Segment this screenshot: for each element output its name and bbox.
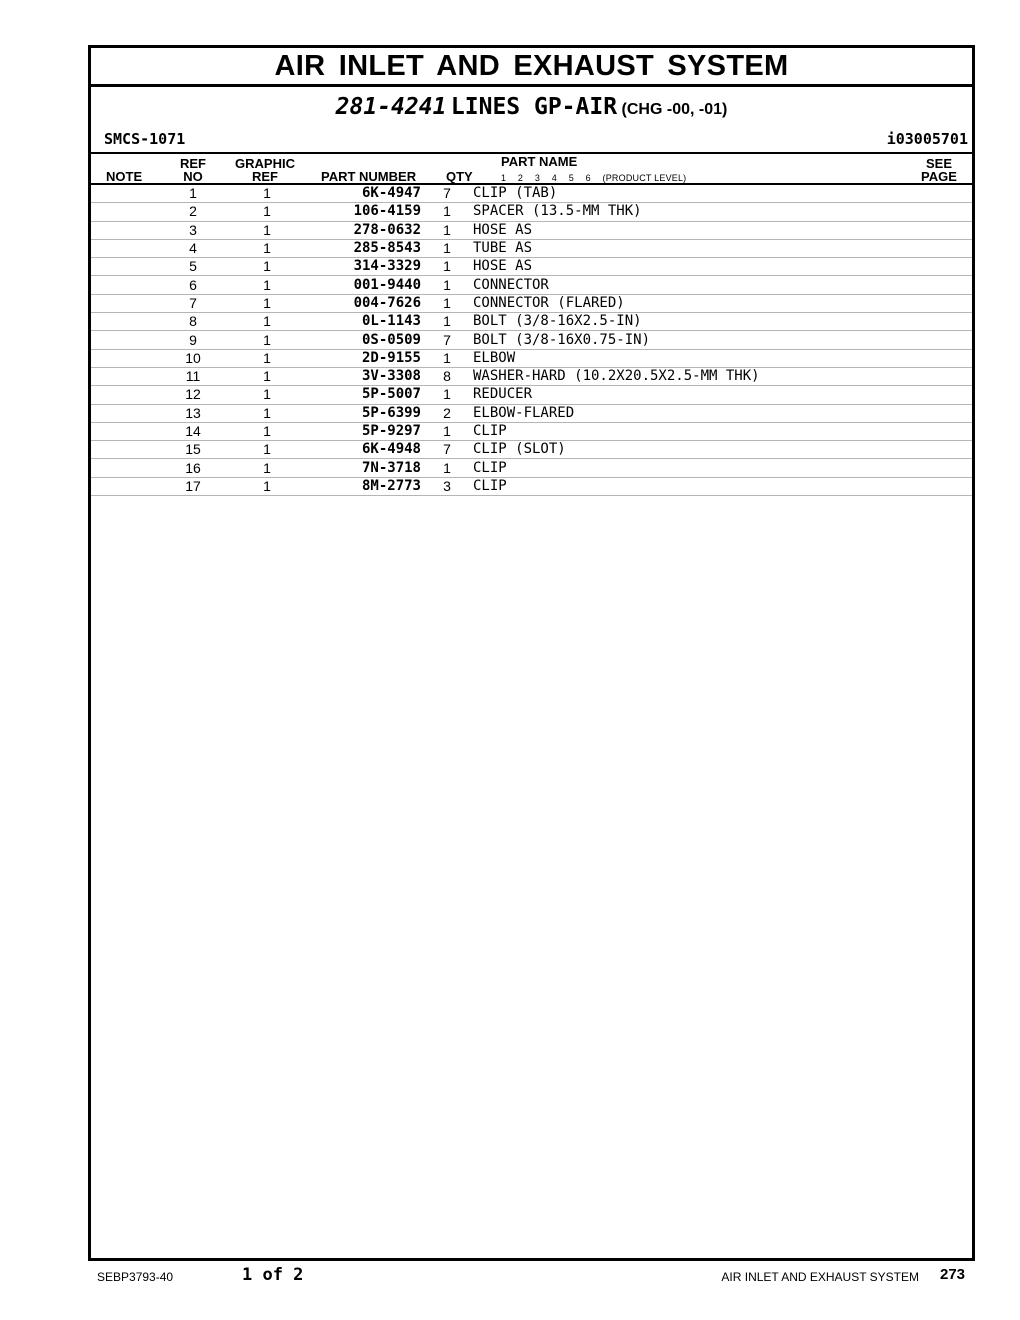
cell-qty: 1 (421, 459, 473, 477)
cell-see-page (913, 331, 972, 349)
col-ref-bottom: NO (183, 169, 203, 184)
change-note: (CHG -00, -01) (621, 101, 728, 118)
cell-qty: 1 (421, 203, 473, 221)
cell-note (91, 404, 169, 422)
cell-part-number: 7N-3718 (317, 459, 421, 477)
table-row (91, 294, 972, 312)
cell-graphic-ref: 1 (217, 239, 317, 257)
cell-ref-no: 15 (169, 441, 217, 459)
cell-see-page (913, 239, 972, 257)
col-graphic-bottom: REF (252, 169, 278, 184)
cell-qty: 1 (421, 349, 473, 367)
cell-see-page (913, 221, 972, 239)
cell-note (91, 239, 169, 257)
table-row (91, 422, 972, 440)
cell-part-number: 6K-4948 (317, 441, 421, 459)
section-title-bar (91, 48, 972, 87)
cell-part-number: 278-0632 (317, 221, 421, 239)
table-row (91, 367, 972, 385)
cell-see-page (913, 404, 972, 422)
cell-part-number: 001-9440 (317, 276, 421, 294)
cell-part-name: CONNECTOR (FLARED) (473, 294, 913, 312)
group-title (91, 94, 972, 120)
smcs-code: SMCS-1071 (104, 130, 186, 148)
cell-note (91, 422, 169, 440)
cell-part-name: BOLT (3/8-16X0.75-IN) (473, 331, 913, 349)
table-row (91, 459, 972, 477)
cell-see-page (913, 367, 972, 385)
group-name: LINES GP-AIR (450, 94, 618, 120)
cell-note (91, 386, 169, 404)
cell-part-name: ELBOW (473, 349, 913, 367)
level-5: 5 (568, 173, 574, 183)
cell-ref-no: 1 (169, 185, 217, 203)
cell-part-name: WASHER-HARD (10.2X20.5X2.5-MM THK) (473, 367, 913, 385)
cell-ref-no: 17 (169, 477, 217, 495)
col-note: NOTE (106, 169, 143, 184)
col-part-name: PART NAME (501, 154, 578, 169)
col-part-number: PART NUMBER (321, 169, 417, 184)
cell-part-number: 0S-0509 (317, 331, 421, 349)
level-1: 1 (501, 173, 507, 183)
cell-see-page (913, 313, 972, 331)
cell-graphic-ref: 1 (217, 221, 317, 239)
table-row (91, 386, 972, 404)
cell-part-number: 5P-9297 (317, 422, 421, 440)
table-row (91, 349, 972, 367)
table-row (91, 221, 972, 239)
cell-qty: 1 (421, 221, 473, 239)
level-3: 3 (534, 173, 541, 183)
cell-see-page (913, 386, 972, 404)
cell-qty: 1 (421, 386, 473, 404)
cell-qty: 1 (421, 239, 473, 257)
cell-graphic-ref: 1 (217, 331, 317, 349)
cell-graphic-ref: 1 (217, 258, 317, 276)
cell-see-page (913, 258, 972, 276)
cell-note (91, 459, 169, 477)
cell-note (91, 441, 169, 459)
parts-table-body (91, 185, 972, 496)
cell-ref-no: 8 (169, 313, 217, 331)
cell-qty: 1 (421, 313, 473, 331)
cell-see-page (913, 349, 972, 367)
cell-note (91, 331, 169, 349)
cell-part-name: CLIP (473, 459, 913, 477)
cell-qty: 7 (421, 441, 473, 459)
cell-part-name: CLIP (TAB) (473, 185, 913, 203)
table-row (91, 404, 972, 422)
cell-graphic-ref: 1 (217, 313, 317, 331)
cell-note (91, 477, 169, 495)
cell-graphic-ref: 1 (217, 404, 317, 422)
cell-ref-no: 3 (169, 221, 217, 239)
table-row (91, 276, 972, 294)
cell-ref-no: 2 (169, 203, 217, 221)
document-id: i03005701 (886, 130, 968, 148)
cell-graphic-ref: 1 (217, 276, 317, 294)
cell-part-number: 3V-3308 (317, 367, 421, 385)
cell-part-name: ELBOW-FLARED (473, 404, 913, 422)
section-title: AIR INLET AND EXHAUST SYSTEM (274, 50, 789, 82)
product-levels (501, 173, 695, 183)
cell-part-name: CLIP (473, 422, 913, 440)
cell-ref-no: 16 (169, 459, 217, 477)
cell-part-number: 314-3329 (317, 258, 421, 276)
cell-part-number: 6K-4947 (317, 185, 421, 203)
cell-part-name: CLIP (473, 477, 913, 495)
cell-ref-no: 6 (169, 276, 217, 294)
cell-note (91, 203, 169, 221)
cell-part-number: 2D-9155 (317, 349, 421, 367)
cell-part-name: SPACER (13.5-MM THK) (473, 203, 913, 221)
cell-qty: 1 (421, 294, 473, 312)
cell-graphic-ref: 1 (217, 477, 317, 495)
cell-qty: 8 (421, 367, 473, 385)
cell-ref-no: 14 (169, 422, 217, 440)
cell-part-number: 5P-6399 (317, 404, 421, 422)
cell-part-name: CONNECTOR (473, 276, 913, 294)
cell-note (91, 349, 169, 367)
level-4: 4 (551, 173, 557, 183)
cell-part-number: 285-8543 (317, 239, 421, 257)
cell-part-name: BOLT (3/8-16X2.5-IN) (473, 313, 913, 331)
page-of: 1 of 2 (242, 1265, 304, 1285)
table-row (91, 203, 972, 221)
cell-see-page (913, 422, 972, 440)
cell-part-number: 106-4159 (317, 203, 421, 221)
cell-ref-no: 10 (169, 349, 217, 367)
cell-ref-no: 11 (169, 367, 217, 385)
cell-part-name: HOSE AS (473, 221, 913, 239)
cell-see-page (913, 185, 972, 203)
cell-see-page (913, 477, 972, 495)
cell-part-number: 004-7626 (317, 294, 421, 312)
cell-graphic-ref: 1 (217, 185, 317, 203)
footer-section: AIR INLET AND EXHAUST SYSTEM (721, 1270, 919, 1284)
cell-part-name: REDUCER (473, 386, 913, 404)
cell-part-number: 5P-5007 (317, 386, 421, 404)
cell-ref-no: 4 (169, 239, 217, 257)
cell-part-name: CLIP (SLOT) (473, 441, 913, 459)
level-6: 6 (585, 173, 591, 183)
cell-ref-no: 12 (169, 386, 217, 404)
cell-ref-no: 13 (169, 404, 217, 422)
group-number: 281-4241 (335, 94, 447, 120)
cell-graphic-ref: 1 (217, 367, 317, 385)
table-row (91, 185, 972, 203)
cell-qty: 7 (421, 331, 473, 349)
cell-graphic-ref: 1 (217, 349, 317, 367)
level-2: 2 (517, 173, 524, 183)
cell-graphic-ref: 1 (217, 386, 317, 404)
cell-qty: 1 (421, 422, 473, 440)
cell-note (91, 258, 169, 276)
cell-see-page (913, 203, 972, 221)
cell-part-name: HOSE AS (473, 258, 913, 276)
cell-qty: 1 (421, 276, 473, 294)
cell-see-page (913, 294, 972, 312)
page-frame (88, 45, 975, 1261)
cell-graphic-ref: 1 (217, 294, 317, 312)
cell-qty: 7 (421, 185, 473, 203)
col-ref-top: REF (180, 156, 206, 171)
cell-note (91, 185, 169, 203)
cell-note (91, 367, 169, 385)
cell-part-number: 0L-1143 (317, 313, 421, 331)
cell-part-name: TUBE AS (473, 239, 913, 257)
cell-graphic-ref: 1 (217, 459, 317, 477)
cell-graphic-ref: 1 (217, 422, 317, 440)
table-row (91, 258, 972, 276)
cell-note (91, 313, 169, 331)
cell-ref-no: 9 (169, 331, 217, 349)
cell-see-page (913, 441, 972, 459)
cell-part-number: 8M-2773 (317, 477, 421, 495)
cell-note (91, 294, 169, 312)
cell-note (91, 276, 169, 294)
cell-qty: 2 (421, 404, 473, 422)
level-label: (PRODUCT LEVEL) (602, 173, 687, 183)
cell-see-page (913, 459, 972, 477)
cell-ref-no: 7 (169, 294, 217, 312)
col-qty: QTY (446, 169, 473, 184)
cell-see-page (913, 276, 972, 294)
table-row (91, 331, 972, 349)
table-row (91, 477, 972, 495)
publication-number: SEBP3793-40 (97, 1270, 174, 1284)
col-see-top: SEE (925, 156, 952, 171)
col-graphic-top: GRAPHIC (235, 156, 295, 171)
cell-ref-no: 5 (169, 258, 217, 276)
cell-note (91, 221, 169, 239)
table-row (91, 313, 972, 331)
cell-graphic-ref: 1 (217, 203, 317, 221)
table-row (91, 239, 972, 257)
cell-qty: 1 (421, 258, 473, 276)
parts-table (91, 185, 972, 496)
table-row (91, 441, 972, 459)
page-number: 273 (940, 1266, 966, 1283)
cell-qty: 3 (421, 477, 473, 495)
cell-graphic-ref: 1 (217, 441, 317, 459)
col-see-bottom: PAGE (921, 169, 957, 184)
